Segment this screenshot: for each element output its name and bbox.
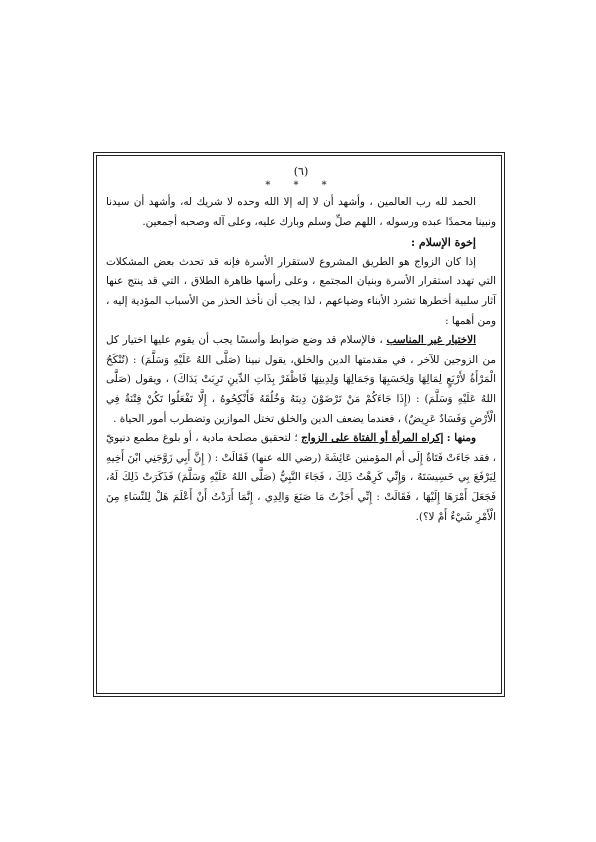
cause-two-title: إكراه المرأة أو الفتاة على الزواج: [301, 432, 444, 445]
cause-two-lead: ومنها :: [446, 432, 476, 445]
cause-two-paragraph: [106, 429, 496, 527]
intro-paragraph: إذا كان الزواج هو الطريق المشروع لاستقرار الأسرة فإنه قد تحدث بعض المشكلات التي تهدد استقرار الأسرة وبنيان المجتمع ، وعلى رأسها ظاهرة الطلاق ، التي قد ينتج عنها آثار سلبية أخطرها تشرد الأبناء وضياعهم ، لذا يجب أن نأخذ الحذر من الأسباب المؤدية إليه ، ومن أهمها :: [106, 255, 496, 327]
opening-paragraph: الحمد لله رب العالمين ، وأشهد أن لا إله إلا الله وحده لا شريك له، وأشهد أن سيدنا ونبينا محمدًا عبده ورسوله ، اللهم صلِّ وسلم وبارك عليه، وعلى آله وصحبه أجمعين.: [106, 196, 496, 228]
cause-one-body: ، فالإسلام قد وضع ضوابط وأسسًا يجب أن يقوم عليها اختيار كل من الزوجين للآخر ، في مقدمتها الدين والخلق، يقول نبينا (صَلَّى اللهُ عَلَيْهِ وَسَلَّمَ) : (تُنْكَحُ الْمَرْأَةُ لأَرْبَعٍ لِمَالِهَا وَلِحَسَبِهَا وَجَمَالِهَا وَلِدِينِهَا فَاظْفَرْ بِذَاتِ الدِّينِ تَرِبَتْ يَدَاكَ) ، ويقول (صَلَّى اللهُ عَلَيْهِ وَسَلَّمَ) : (إِذَا جَاءَكُمْ مَنْ تَرْضَوْنَ دِينَهُ وَخُلُقَهُ فَأَنْكِحُوهُ ، إِلَّا تَفْعَلُوا تَكُنْ فِتْنَةٌ فِي الْأَرْضِ وَفَسَادٌ عَرِيضٌ) ، فعندما يضعف الدين والخلق تختل الموازين وتضطرب أمور الحياة .: [106, 334, 496, 425]
section-stars: * * *: [265, 180, 337, 191]
cause-one-paragraph: [106, 331, 496, 429]
page-number: (٦): [293, 165, 309, 178]
greeting-heading: إخوة الإسلام :: [411, 236, 476, 250]
document-body: [106, 165, 496, 527]
cause-two-body: ؛ لتحقيق مصلحة مادية ، أو بلوغ مطمع دنيويّ ، فقد جَاءَتْ فَتَاةٌ إِلَى أم المؤمنين عَائِشَةَ (رضي الله عنها) فَقَالَتْ : ( إِنَّ أَبِي زَوَّجَنِي ابْنَ أَخِيهِ لِيَرْفَعَ بِي خَسِيسَتَهُ ، وَإِنِّي كَرِهْتُ ذَلِكَ ، فَجَاءَ النَّبِيُّ (صَلَّى اللهُ عَلَيْهِ وَسَلَّمَ) فَذَكَرَتْ ذَلِكَ لَهُ، فَجَعَلَ أَمْرَهَا إِلَيْهَا ، فَقَالَتْ : إِنِّي أَجَزْتُ مَا صَنَعَ وَالِدِي ، إِنَّمَا أَرَدْتُ أَنْ أَعْلَمَ هَلْ لِلنِّسَاءِ مِنَ الْأَمْرِ شَيْءٌ أَمْ لا؟).: [106, 432, 496, 523]
cause-one-title: الاختيار غير المناسب: [386, 334, 476, 347]
